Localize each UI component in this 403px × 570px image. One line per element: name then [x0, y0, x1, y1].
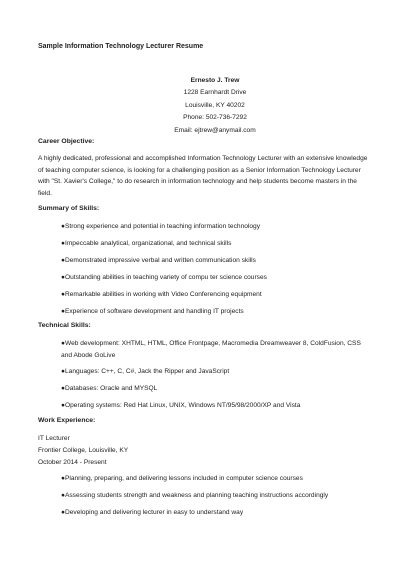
work-experience-heading: Work Experience:: [38, 417, 96, 424]
job-position: IT Lecturer: [38, 435, 70, 442]
technical-skill-item: ●Databases: Oracle and MYSQL: [61, 385, 158, 392]
job-employer: Frontier College, Louisville, KY: [38, 447, 129, 454]
contact-block: [150, 75, 280, 137]
summary-of-skills-heading: Summary of Skills:: [38, 205, 100, 212]
contact-phone: Phone: 502-736-7292: [183, 114, 247, 122]
skill-item: ●Impeccable analytical, organizational, and technical skills: [61, 240, 232, 247]
job-dates: October 2014 - Present: [38, 459, 107, 466]
career-objective-heading: Career Objective:: [38, 138, 95, 145]
work-item: ●Planning, preparing, and delivering lessons included in computer science courses: [61, 475, 303, 482]
technical-skill-item: ●Operating systems: Red Hat Linux, UNIX, Windows NT/95/98/2000/XP and Vista: [61, 402, 301, 409]
work-item: ●Developing and delivering lecturer in easy to understand way: [61, 509, 244, 516]
skill-item: ●Experience of software development and handling IT projects: [61, 308, 244, 315]
contact-email: Email: ejtrew@anymail.com: [174, 126, 256, 134]
skill-item: ●Outstanding abilities in teaching variety of compu ter science courses: [61, 274, 267, 281]
work-item: ●Assessing students strength and weakness and planning teaching instructions accordingly: [61, 492, 329, 499]
skill-item: ●Demonstrated impressive verbal and written communication skills: [61, 257, 256, 264]
skill-item: ●Strong experience and potential in teaching information technology: [61, 223, 260, 230]
skill-item: ●Remarkable abilities in working with Video Conferencing equipment: [61, 291, 262, 298]
contact-address: 1228 Earnhardt Drive: [183, 89, 247, 97]
technical-skill-item: ●Languages: C++, C, C#, Jack the Ripper and JavaScript: [61, 368, 230, 375]
career-objective-text: A highly dedicated, professional and accomplished Information Technology Lecturer with an extensive knowledge of teaching computer science, is looking for a challenging position as a Senior Information Technology Lecturer with "St. Xavier's College," to do research in information technology and help students become masters in the field.: [38, 155, 368, 197]
contact-name: Ernesto J. Trew: [190, 77, 240, 84]
technical-skill-item: ●Web development: XHTML, HTML, Office Frontpage, Macromedia Dreamweaver 8, ColdFusion, CSS and Abode GoLive: [61, 340, 361, 359]
technical-skills-heading: Technical Skills:: [38, 322, 91, 329]
contact-city: Louisville, KY 40202: [185, 101, 245, 109]
document-title: Sample Information Technology Lecturer Resume: [38, 43, 204, 50]
